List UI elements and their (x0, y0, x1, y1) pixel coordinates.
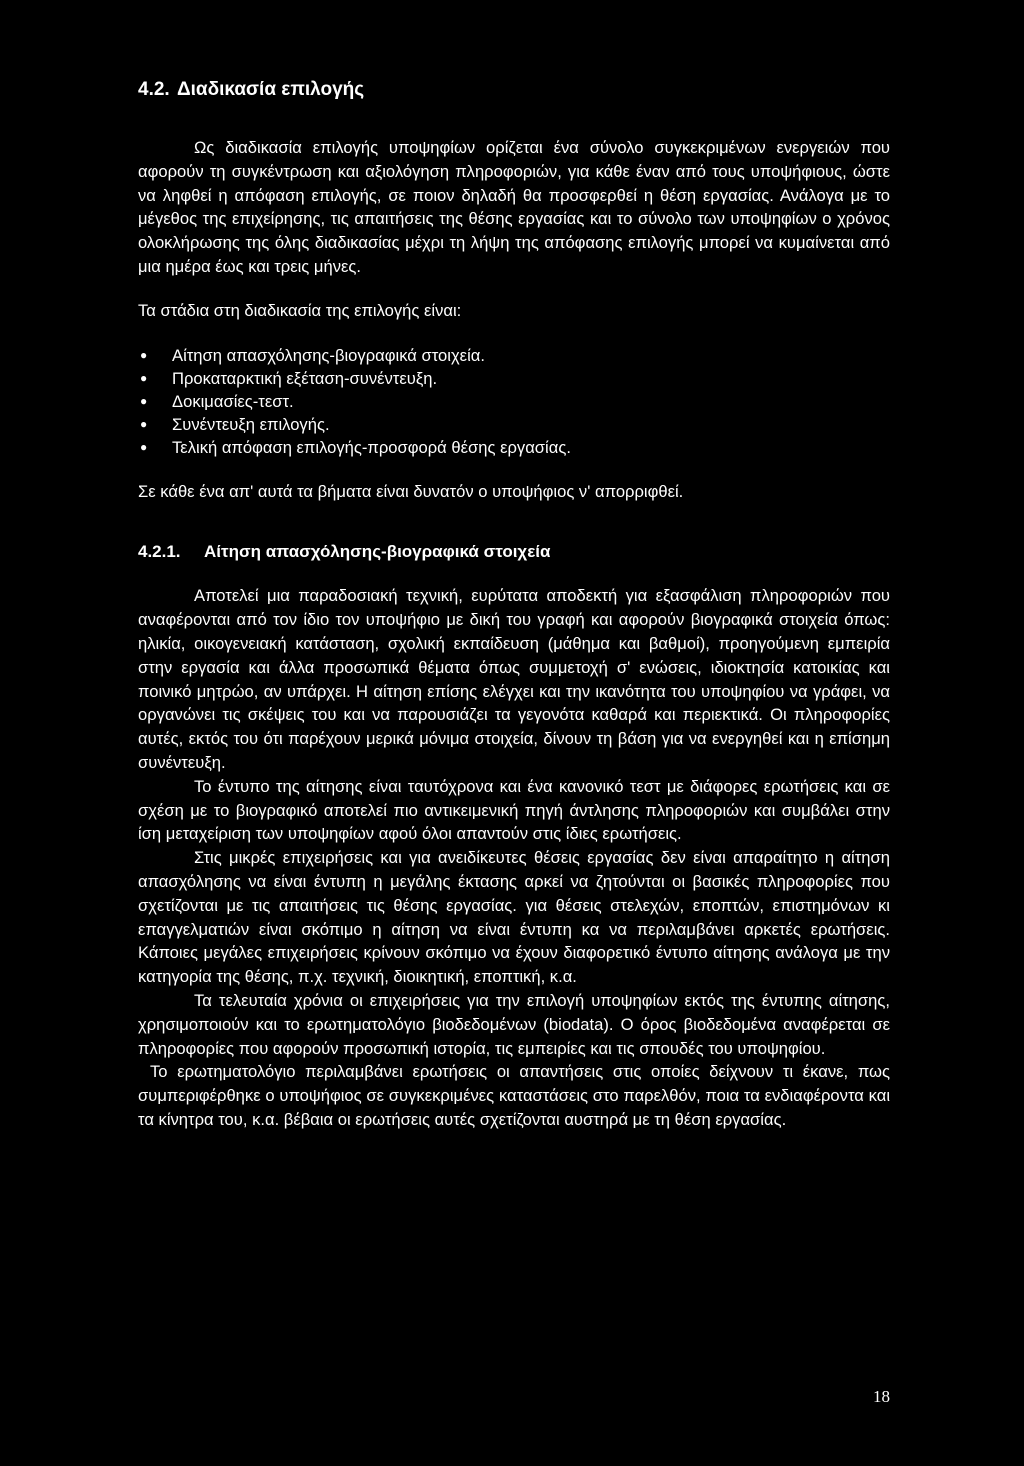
bullet-icon: ● (140, 393, 148, 408)
body-paragraph-5: Το ερωτηματολόγιο περιλαμβάνει ερωτήσεις οι απαντήσεις στις οποίες δείχνουν τι έκανε, πως συμπεριφέρθηκε ο υποψήφιος σε συγκεκριμένες καταστάσεις στο παρελθόν, ποια τα ενδιαφέροντα και τα κίνητρα του, κ.α. βέβαια οι ερωτήσεις αυτές σχετίζονται αυστηρά με τη θέση εργασίας. (138, 1062, 890, 1129)
list-item: ● Δοκιμασίες-τεστ. (138, 390, 890, 413)
bullet-icon: ● (140, 440, 148, 455)
stages-list (138, 344, 890, 460)
body-paragraph-3: Στις μικρές επιχειρήσεις και για ανειδίκευτες θέσεις εργασίας δεν είναι απαραίτητο η αίτηση απασχόλησης να είναι έντυπη η μεγάλης έκτασης αρκεί να ζητούνται οι βασικές πληροφορίες που σχετίζονται με τις απαιτήσεις τις θέσης εργασίας. για θέσεις στελεχών, εποπτών, επιστημόνων κι επαγγελματιών είναι σκόπιμο η αίτηση να είναι έντυπη κα να περιλαμβάνει αρκετές ερωτήσεις. Κάποιες μεγάλες επιχειρήσεις κρίνουν σκόπιμο να έχουν διαφορετικό έντυπο αίτησης ανάλογα με την κατηγορία της θέσης, π.χ. τεχνική, διοικητική, εποπτική, κ.α. (138, 848, 890, 987)
list-item: ● Τελική απόφαση επιλογής-προσφορά θέσης εργασίας. (138, 436, 890, 459)
page-number: 18 (873, 1387, 890, 1406)
subsection-heading (138, 540, 890, 564)
section-number: 4.2. (138, 79, 170, 100)
body-paragraph-1: Αποτελεί μια παραδοσιακή τεχνική, ευρύτατα αποδεκτή για εξασφάλιση πληροφοριών που αναφέρονται από τον ίδιο τον υποψήφιο με δική του γραφή και αφορούν βιογραφικά στοιχεία όπως: ηλικία, οικογενειακή κατάσταση, σχολική εκπαίδευση (μάθημα και βαθμοί), προηγούμενη εμπειρία στην εργασία και άλλα προσωπικά θέματα όπως συμμετοχή σ' ενώσεις, ιδιοκτησία κατοικίας και ποινικό μητρώο, αν υπάρχει. Η αίτηση επίσης ελέγχει και την ικανότητα του υποψηφίου να γράφει, να οργανώνει τις σκέψεις του και να παρουσιάζει τα γεγονότα καθαρά και περιεκτικά. Οι πληροφορίες αυτές, εκτός του ότι παρέχουν μερικά μόνιμα στοιχεία, δίνουν τη βάση για να ενεργηθεί και η επίσημη συνέντευξη. (138, 586, 890, 772)
stages-outro: Σε κάθε ένα απ' αυτά τα βήματα είναι δυνατόν ο υποψήφιος ν' απορριφθεί. (138, 481, 684, 501)
section-heading (138, 78, 890, 102)
bullet-icon: ● (140, 347, 148, 362)
list-item: ● Προκαταρκτική εξέταση-συνέντευξη. (138, 367, 890, 390)
body-paragraph-4: Τα τελευταία χρόνια οι επιχειρήσεις για την επιλογή υποψηφίων εκτός της έντυπης αίτησης, χρησιμοποιούν και το ερωτηματολόγιο βιοδεδομένων (biodata). Ο όρος βιοδεδομένα αναφέρεται σε πληροφορίες που αφορούν προσωπική ιστορία, τις εμπειρίες και τις σπουδές του υποψηφίου. (138, 990, 890, 1058)
subsection-title: Αίτηση απασχόλησης-βιογραφικά στοιχεία (204, 542, 551, 562)
body-paragraph-2: Το έντυπο της αίτησης είναι ταυτόχρονα και ένα κανονικό τεστ με διάφορες ερωτήσεις και σε σχέση με το βιογραφικό αποτελεί πιο αντικειμενική πηγή άντλησης πληροφοριών και συμβάλει στην ίση μεταχείριση των υποψηφίων αφού όλοι απαντούν στις ίδιες ερωτήσεις. (138, 776, 890, 844)
subsection-number: 4.2.1. (138, 542, 181, 562)
list-item: ● Συνέντευξη επιλογής. (138, 413, 890, 436)
list-item: ● Αίτηση απασχόλησης-βιογραφικά στοιχεία. (138, 344, 890, 367)
bullet-icon: ● (140, 417, 148, 432)
document-page (138, 78, 890, 1132)
bullet-icon: ● (140, 370, 148, 385)
section-title: Διαδικασία επιλογής (177, 79, 365, 100)
intro-paragraph: Ως διαδικασία επιλογής υποψηφίων ορίζεται ένα σύνολο συγκεκριμένων ενεργειών που αφορούν τη συγκέντρωση και αξιολόγηση πληροφοριών, για κάθε έναν από τους υποψήφιους, ώστε να ληφθεί η απόφαση επιλογής, σε ποιον δηλαδή θα προσφερθεί η θέση εργασίας. Ανάλογα με το μέγεθος της επιχείρησης, τις απαιτήσεις της θέσης εργασίας και το σύνολο των υποψηφίων ο χρόνος ολοκλήρωσης της όλης διαδικασίας μέχρι τη λήψη της απόφασης επιλογής μπορεί να κυμαίνεται από μια ημέρα έως και τρεις μήνες. (138, 138, 890, 276)
stages-intro: Τα στάδια στη διαδικασία της επιλογής είναι: (138, 300, 462, 320)
